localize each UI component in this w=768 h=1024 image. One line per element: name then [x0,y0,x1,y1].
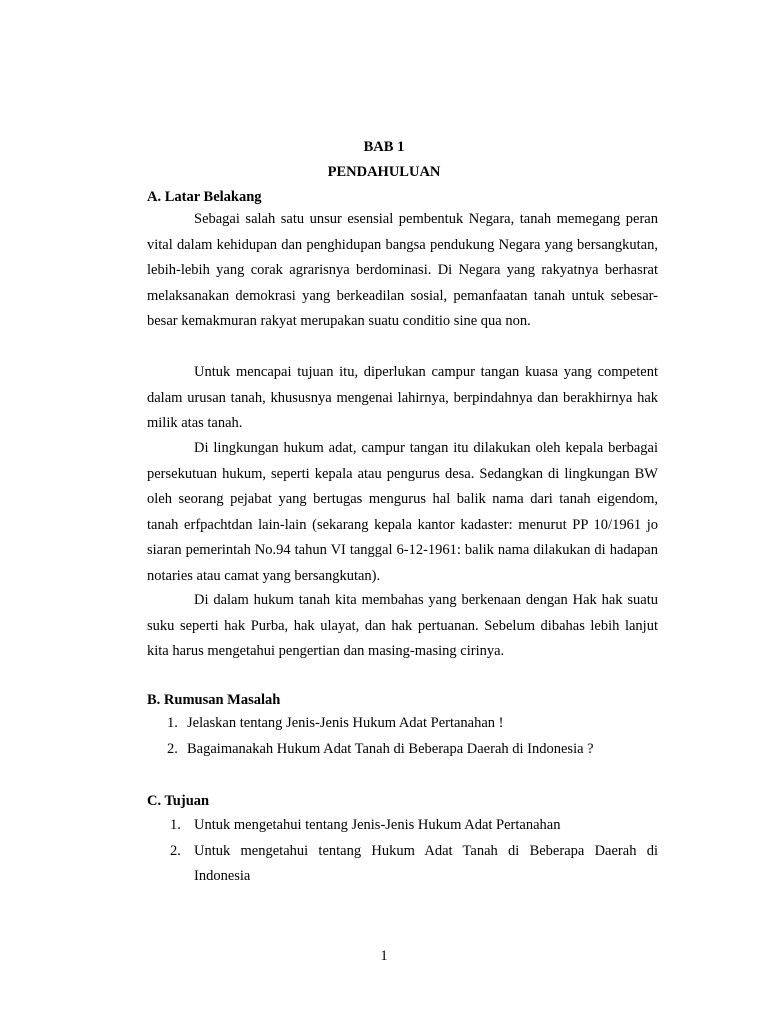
section-a-heading: A. Latar Belakang [147,189,262,205]
page-number: 1 [380,948,388,964]
section-b-heading: B. Rumusan Masalah [147,692,281,708]
list-text: Untuk mengetahui tentang Hukum Adat Tanah di Beberapa Daerah di Indonesia [194,842,658,884]
list-text: Jelaskan tentang Jenis-Jenis Hukum Adat Pertanahan ! [187,715,504,731]
list-number: 1. [170,817,181,833]
list-item [167,711,658,737]
goal-list [170,813,658,890]
list-text: Bagaimanakah Hukum Adat Tanah di Beberapa Daerah di Indonesia ? [187,740,594,757]
paragraph-1: Sebagai salah satu unsur esensial pembentuk Negara, tanah memegang peran vital dalam kehidupan dan penghidupan bangsa pendukung Negara yang bersangkutan, lebih-lebih yang corak agrarisnya berdominasi. Di Negara yang rakyatnya berhasrat melaksanakan demokrasi yang berkeadilan sosial, pemanfaatan tanah untuk sebesar-besar kemakmuran rakyat merupakan suatu conditio sine qua non. [147,211,658,329]
list-number: 2. [170,842,181,859]
section-c-heading: C. Tujuan [147,793,210,809]
paragraph-2: Untuk mencapai tujuan itu, diperlukan campur tangan kuasa yang competent dalam urusan tanah, khususnya mengenai lahirnya, berpindahnya dan berakhirnya hak milik atas tanah. [147,364,658,431]
list-item [167,737,658,763]
list-text: Untuk mengetahui tentang Jenis-Jenis Hukum Adat Pertanahan [194,817,561,833]
paragraph-3: Di lingkungan hukum adat, campur tangan itu dilakukan oleh kepala berbagai persekutuan hukum, seperti kepala atau pengurus desa. Sedangkan di lingkungan BW oleh seorang pejabat yang bertugas mengurus hal balik nama dari tanah eigendom, tanah erfpachtdan lain-lain (sekarang kepala kantor kadaster: menurut PP 10/1961 jo siaran pemerintah No.94 tahun VI tanggal 6-12-1961: balik nama dilakukan di hadapan notaries atau camat yang bersangkutan). [147,440,658,584]
problem-list [167,711,658,762]
chapter-number: BAB 1 [363,139,405,155]
list-item [170,839,658,890]
list-number: 2. [167,740,178,757]
list-number: 1. [167,715,178,731]
chapter-title: PENDAHULUAN [327,164,441,180]
paragraph-4: Di dalam hukum tanah kita membahas yang berkenaan dengan Hak hak suatu suku seperti hak Purba, hak ulayat, dan hak pertuanan. Sebelum dibahas lebih lanjut kita harus mengetahui pengertian dan masing-masing cirinya. [147,592,658,659]
list-item [170,813,658,839]
